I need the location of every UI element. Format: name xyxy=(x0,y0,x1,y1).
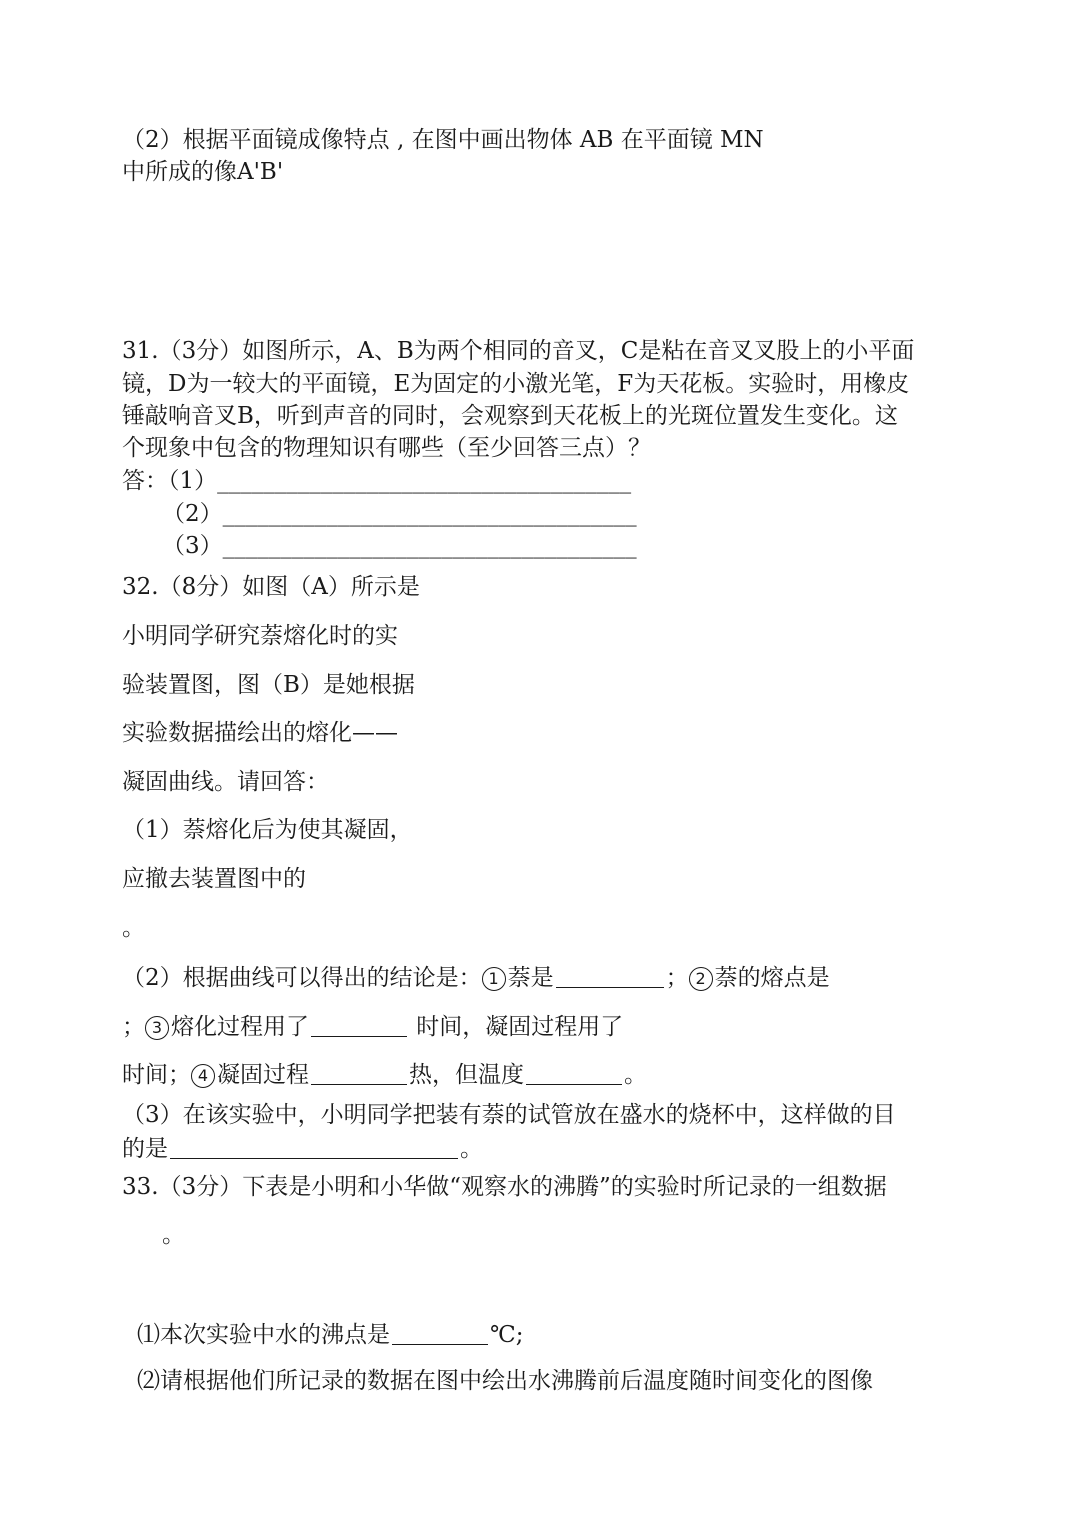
q32-p2-end: 。 xyxy=(624,1062,647,1088)
q32-p2-line2 xyxy=(122,1014,623,1040)
q32-p2-line2-start: ； xyxy=(122,1014,145,1040)
q32-p2-line3 xyxy=(122,1062,647,1088)
q31-blank-3: ____________________________________ xyxy=(222,533,637,559)
q31-line1: 31.（3分）如图所示，A、B为两个相同的音叉，C是粘在音叉叉股上的小平面 xyxy=(122,338,915,364)
circled-number-3: 3 xyxy=(145,1016,169,1040)
q33-line2: 。 xyxy=(162,1222,185,1248)
q32-p1-end: 。 xyxy=(122,915,145,941)
circled-number-2: 2 xyxy=(689,967,713,991)
q31-answer-label: 答：（1） xyxy=(122,468,218,494)
q33-p2: ⑵请根据他们所记录的数据在图中绘出水沸腾前后温度随时间变化的图像 xyxy=(137,1368,873,1394)
q32-blank-heat xyxy=(311,1062,407,1085)
q32-p2-prefix: （2）根据曲线可以得出的结论是： xyxy=(122,965,482,991)
q32-p2-line3-start: 时间； xyxy=(122,1062,191,1088)
q32-p2-c: 熔化过程用了 xyxy=(171,1014,309,1040)
q33-p1-b: ℃; xyxy=(490,1322,524,1348)
q30-part2-line2: 中所成的像A'B' xyxy=(122,159,284,185)
q32-p2-b: 萘的熔点是 xyxy=(714,965,830,991)
q33-p1 xyxy=(137,1322,523,1347)
circled-number-4: 4 xyxy=(191,1064,215,1088)
q32-blank-temperature xyxy=(526,1062,622,1085)
q31-blank-2: ____________________________________ xyxy=(222,501,637,527)
q31-line3: 锤敲响音叉B，听到声音的同时，会观察到天花板上的光斑位置发生变化。这 xyxy=(122,403,898,429)
q31-item-3: （3） xyxy=(162,533,223,559)
q31-line2: 镜，D为一较大的平面镜，E为固定的小激光笔，F为天花板。实验时，用橡皮 xyxy=(122,371,910,397)
q31-answer-2 xyxy=(162,503,637,526)
q32-p3-label: 的是 xyxy=(122,1136,168,1162)
q32-line3: 验装置图，图（B）是她根据 xyxy=(122,672,415,698)
q32-line4: 实验数据描绘出的熔化—— xyxy=(122,720,398,746)
q32-line5: 凝固曲线。请回答： xyxy=(122,769,329,795)
q32-p2-sep: ； xyxy=(665,965,689,991)
q30-part2-line1: （2）根据平面镜成像特点 , 在图中画出物体 AB 在平面镜 MN xyxy=(122,127,764,153)
q32-p2-a: 萘是 xyxy=(507,965,554,991)
q32-line2: 小明同学研究萘熔化时的实 xyxy=(122,623,398,649)
q32-blank-substance-type xyxy=(556,965,664,988)
q31-line4: 个现象中包含的物理知识有哪些（至少回答三点）？ xyxy=(122,435,651,461)
q32-p3-line1: （3）在该实验中，小明同学把装有萘的试管放在盛水的烧杯中，这样做的目 xyxy=(122,1102,896,1128)
q32-blank-purpose xyxy=(170,1136,458,1159)
q32-p3-line2 xyxy=(122,1136,483,1161)
q31-blank-1: ____________________________________ xyxy=(217,468,632,494)
q32-p3-end: 。 xyxy=(460,1136,483,1162)
q32-p2-d: 时间，凝固过程用了 xyxy=(409,1014,624,1040)
q32-p2-f: 热，但温度 xyxy=(409,1062,524,1088)
q31-answer-1 xyxy=(122,470,631,493)
q32-line1: 32.（8分）如图（A）所示是 xyxy=(122,574,420,600)
q33-line1: 33.（3分）下表是小明和小华做“观察水的沸腾”的实验时所记录的一组数据 xyxy=(122,1174,887,1200)
q32-p2-line1 xyxy=(122,965,830,991)
q31-answer-3 xyxy=(162,535,637,558)
q32-p2-e: 凝固过程 xyxy=(217,1062,309,1088)
circled-number-1: 1 xyxy=(482,967,506,991)
q31-item-2: （2） xyxy=(162,501,223,527)
q32-p1-line2: 应撤去装置图中的 xyxy=(122,866,306,892)
q33-blank-boiling-point xyxy=(392,1322,488,1345)
q32-p1-line1: （1）萘熔化后为使其凝固， xyxy=(122,817,413,843)
q32-blank-melting-time xyxy=(311,1014,407,1037)
q33-p1-a: ⑴本次实验中水的沸点是 xyxy=(137,1322,390,1348)
